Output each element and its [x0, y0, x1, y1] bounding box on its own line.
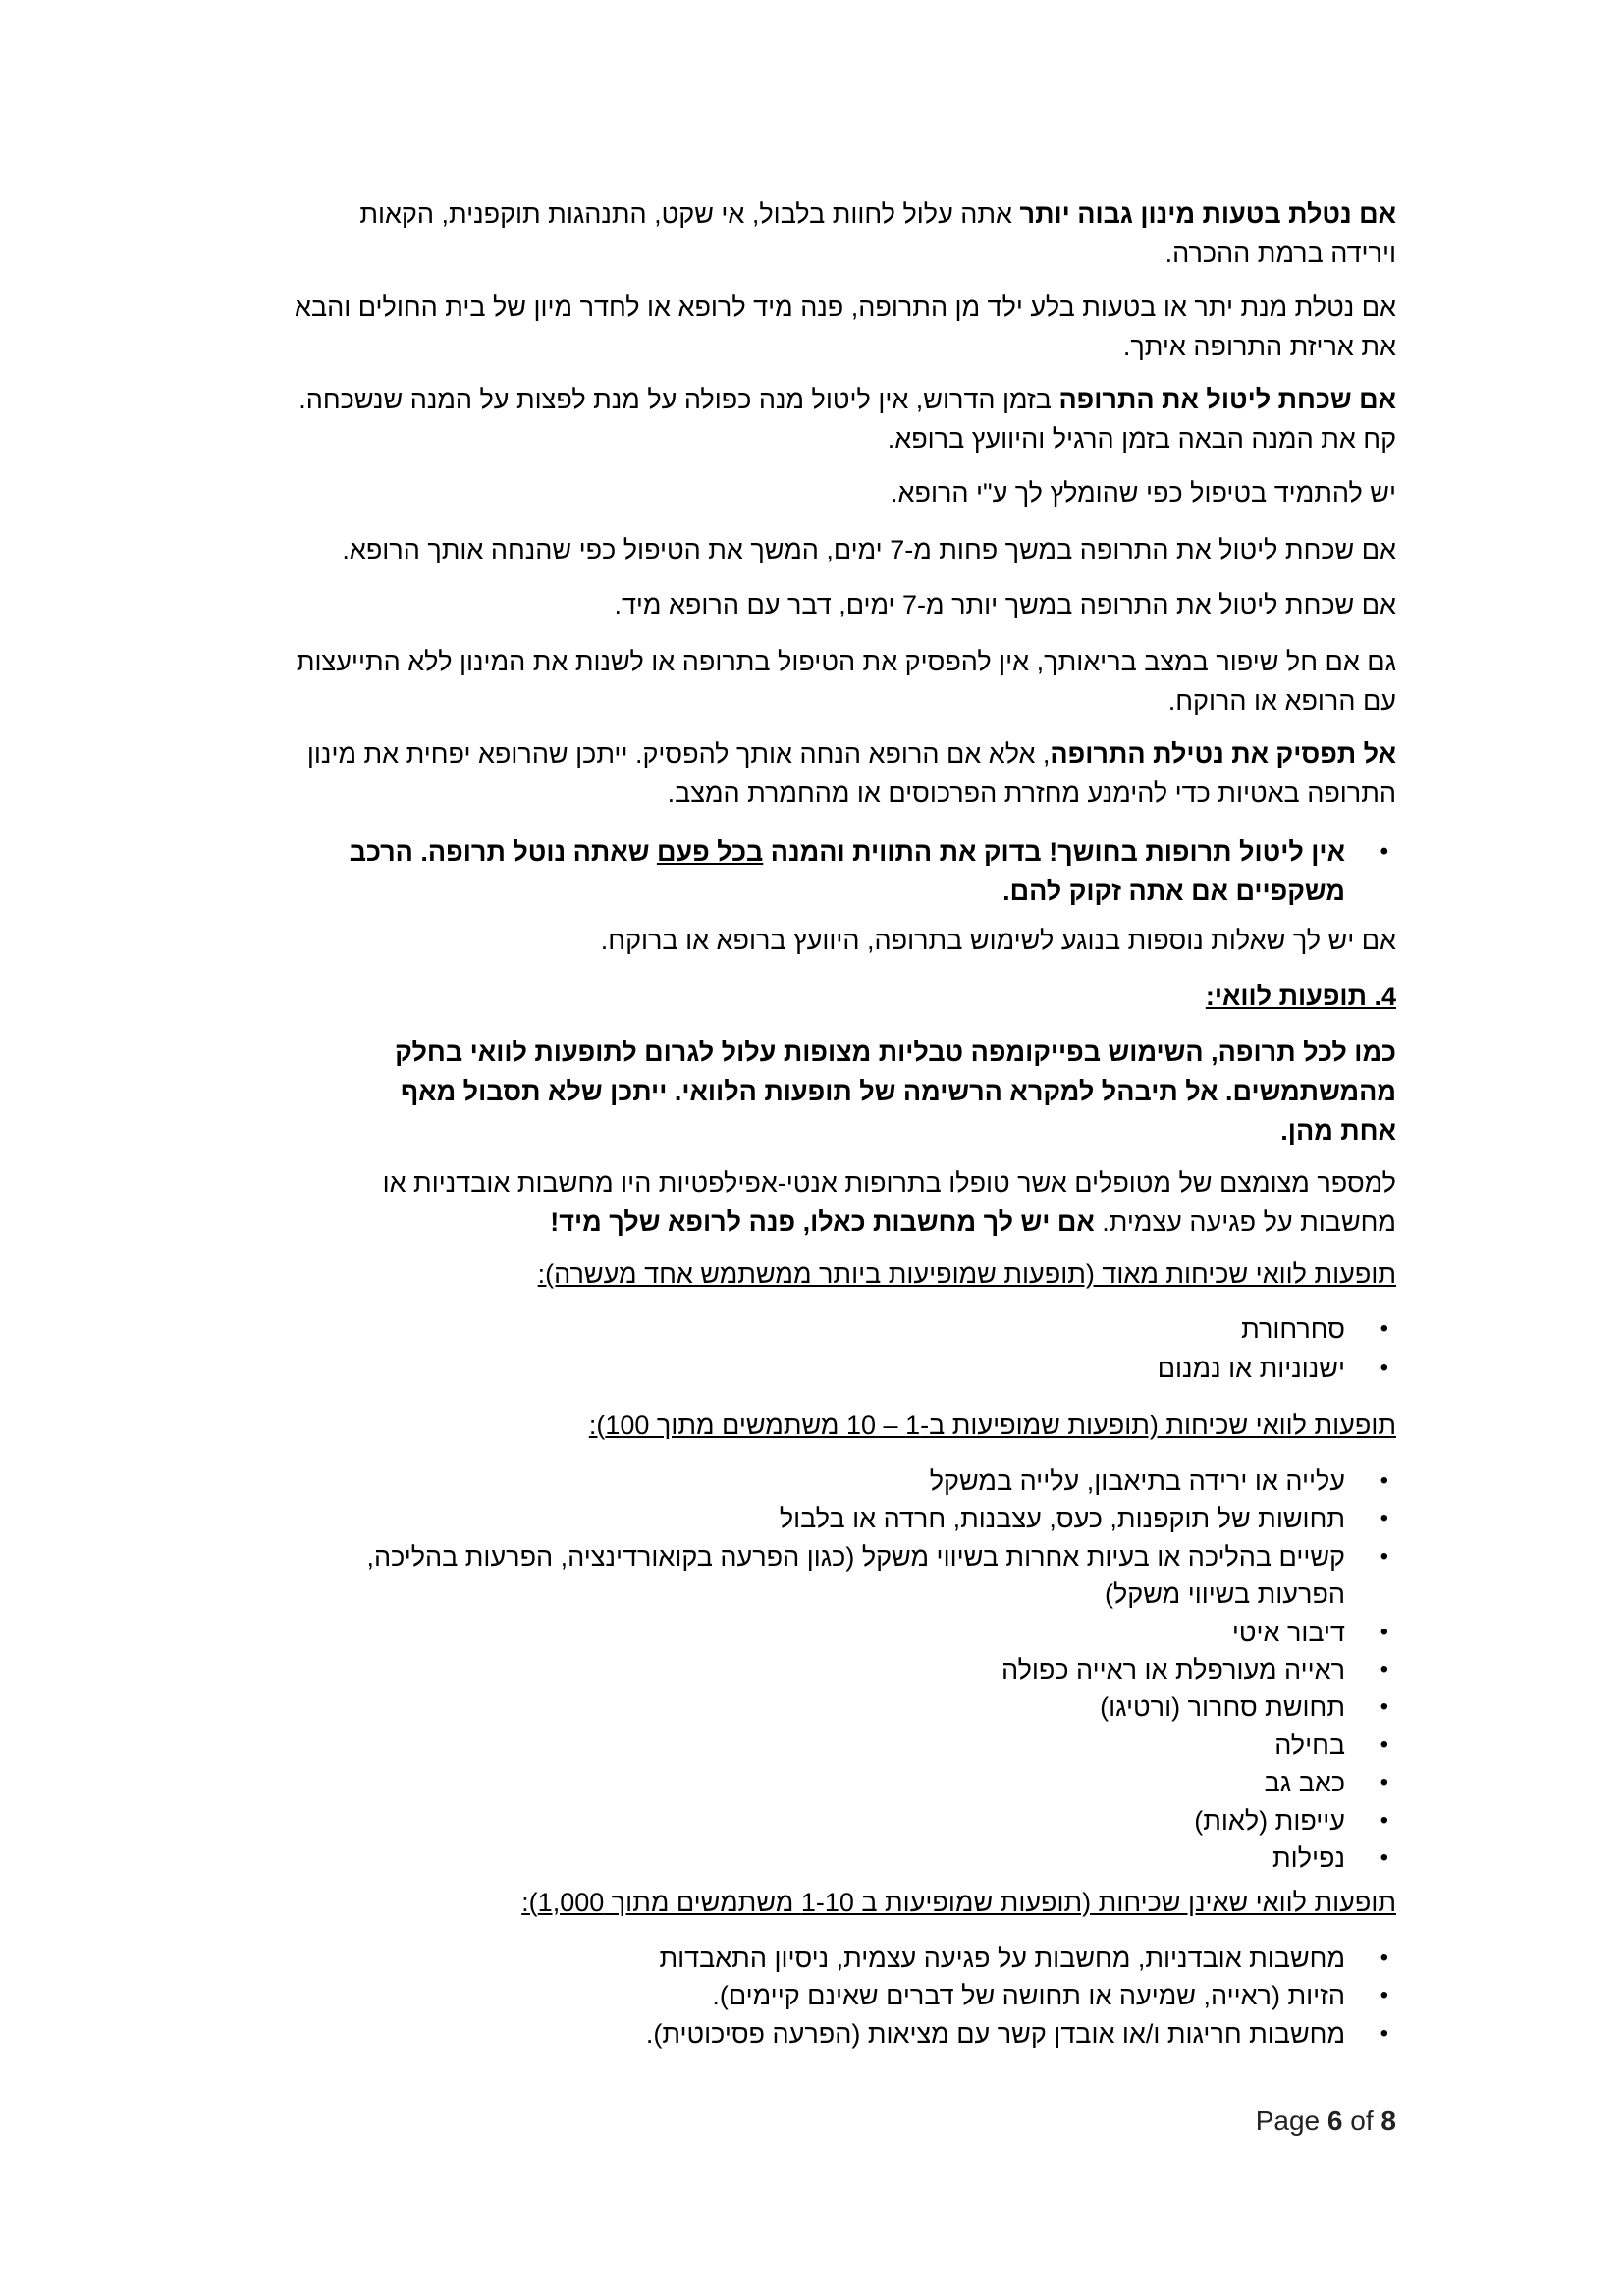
missed-less-7-days-paragraph: אם שכחת ליטול את התרופה במשך פחות מ-7 ימים, המשך את הטיפול כפי שהנחה אותך הרופא. — [342, 535, 1396, 564]
do-not-stop-text: , אלא אם הרופא הנחה אותך להפסיק. ייתכן שהרופא יפחית את מינון התרופה באטיות כדי להימנע מחזרת הפרכוסים או מהחמרת המצב. — [306, 739, 1396, 808]
list-item: • ראייה מעורפלת או ראייה כפולה — [289, 1651, 1396, 1688]
suicidal-thoughts-bold: אם יש לך מחשבות כאלו, פנה לרופא שלך מיד! — [550, 1207, 1095, 1237]
list-item: • עייפות (לאות) — [289, 1802, 1396, 1840]
overdose-text: אתה עלול לחוות בלבול, אי שקט, התנהגות תוקפנית, הקאות וירידה ברמת ההכרה. — [359, 199, 1396, 268]
every-time-underlined: בכל פעם — [656, 837, 764, 867]
darkness-warning-list — [289, 832, 1396, 911]
side-effects-heading: 4. תופעות לוואי: — [1205, 982, 1396, 1011]
list-item: • מחשבות אובדניות, מחשבות על פגיעה עצמית, ניסיון התאבדות — [289, 1940, 1396, 1977]
list-item: • כאב גב — [289, 1764, 1396, 1801]
footer-current-page: 6 — [1326, 2106, 1343, 2136]
list-item: • בחילה — [289, 1727, 1396, 1764]
side-effects-intro: כמו לכל תרופה, השימוש בפייקומפה טבליות מצופות עלול לגרום לתופעות לוואי בחלק מהמשתמשים. אל תיבהל למקרא הרשימה של תופעות הלוואי. ייתכן שלא תסבול מאף אחת מהן. — [395, 1038, 1396, 1146]
common-list — [289, 1463, 1396, 1877]
list-item: • תחושת סחרור (ורטיגו) — [289, 1688, 1396, 1726]
list-item: • עלייה או ירידה בתיאבון, עלייה במשקל — [289, 1463, 1396, 1500]
suicidal-thoughts-text: למספר מצומצם של מטופלים אשר טופלו בתרופות אנטי-אפילפטיות היו מחשבות אובדניות או מחשבות על פגיעה עצמית. — [382, 1168, 1396, 1237]
list-item: • הזיות (ראייה, שמיעה או תחושה של דברים שאינם קיימים). — [289, 1977, 1396, 2014]
overdose-paragraph — [289, 194, 1396, 273]
missed-dose-bold: אם שכחת ליטול את התרופה — [1058, 385, 1396, 414]
list-item: • דיבור איטי — [289, 1614, 1396, 1651]
overdose-bold: אם נטלת בטעות מינון גבוה יותר — [1019, 199, 1396, 229]
suicidal-thoughts-paragraph — [289, 1163, 1396, 1242]
missed-dose-text: בזמן הדרוש, אין ליטול מנה כפולה על מנת לפצות על המנה שנשכחה. קח את המנה הבאה בזמן הרגיל והיוועץ ברופא. — [298, 385, 1396, 454]
missed-more-7-days-paragraph: אם שכחת ליטול את התרופה במשך יותר מ-7 ימים, דבר עם הרופא מיד. — [614, 590, 1396, 619]
footer-of-word: of — [1350, 2106, 1374, 2136]
uncommon-heading: תופעות לוואי שאינן שכיחות (תופעות שמופיעות ב 1-10 משתמשים מתוך 1,000): — [521, 1888, 1396, 1917]
do-not-stop-medication-paragraph — [289, 734, 1396, 813]
uncommon-list — [289, 1940, 1396, 2053]
list-item: • תחושות של תוקפנות, כעס, עצבנות, חרדה או בלבול — [289, 1500, 1396, 1537]
page-number-footer — [1256, 2106, 1396, 2137]
darkness-warning-item: • אין ליטול תרופות בחושך! בדוק את התווית והמנה בכל פעם שאתה נוטל תרופה. הרכב משקפיים אם אתה זקוק להם. — [289, 832, 1396, 911]
list-item: • סחרחורת — [289, 1309, 1396, 1349]
missed-dose-paragraph — [289, 380, 1396, 458]
list-item: • ישנוניות או נמנום — [289, 1349, 1396, 1388]
do-not-stop-bold: אל תפסיק את נטילת התרופה — [1050, 739, 1396, 769]
common-heading: תופעות לוואי שכיחות (תופעות שמופיעות ב-1 – 10 משתמשים מתוך 100): — [588, 1411, 1396, 1440]
list-item: • קשיים בהליכה או בעיות אחרות בשיווי משקל (כגון הפרעה בקואורדינציה, הפרעות בהליכה, הפרעות בשיווי משקל) — [289, 1538, 1396, 1614]
footer-page-word: Page — [1255, 2106, 1321, 2136]
very-common-list — [289, 1309, 1396, 1388]
very-common-heading: תופעות לוואי שכיחות מאוד (תופעות שמופיעות ביותר ממשתמש אחד מעשרה): — [537, 1259, 1396, 1289]
list-item: • נפילות — [289, 1840, 1396, 1877]
list-item: • מחשבות חריגות ו/או אובדן קשר עם מציאות (הפרעה פסיכוטית). — [289, 2015, 1396, 2053]
do-not-stop-paragraph: גם אם חל שיפור במצב בריאותך, אין להפסיק את הטיפול בתרופה או לשנות את המינון ללא התייעצות עם הרופא או הרוקח. — [296, 647, 1396, 716]
persist-treatment-paragraph: יש להתמיד בטיפול כפי שהומלץ לך ע"י הרופא. — [891, 478, 1396, 507]
questions-paragraph: אם יש לך שאלות נוספות בנוגע לשימוש בתרופה, היוועץ ברופא או ברוקח. — [600, 926, 1396, 955]
child-overdose-paragraph: אם נטלת מנת יתר או בטעות בלע ילד מן התרופה, פנה מיד לרופא או לחדר מיון של בית החולים והבא את אריזת התרופה איתך. — [295, 293, 1396, 361]
footer-total-pages: 8 — [1380, 2106, 1396, 2136]
